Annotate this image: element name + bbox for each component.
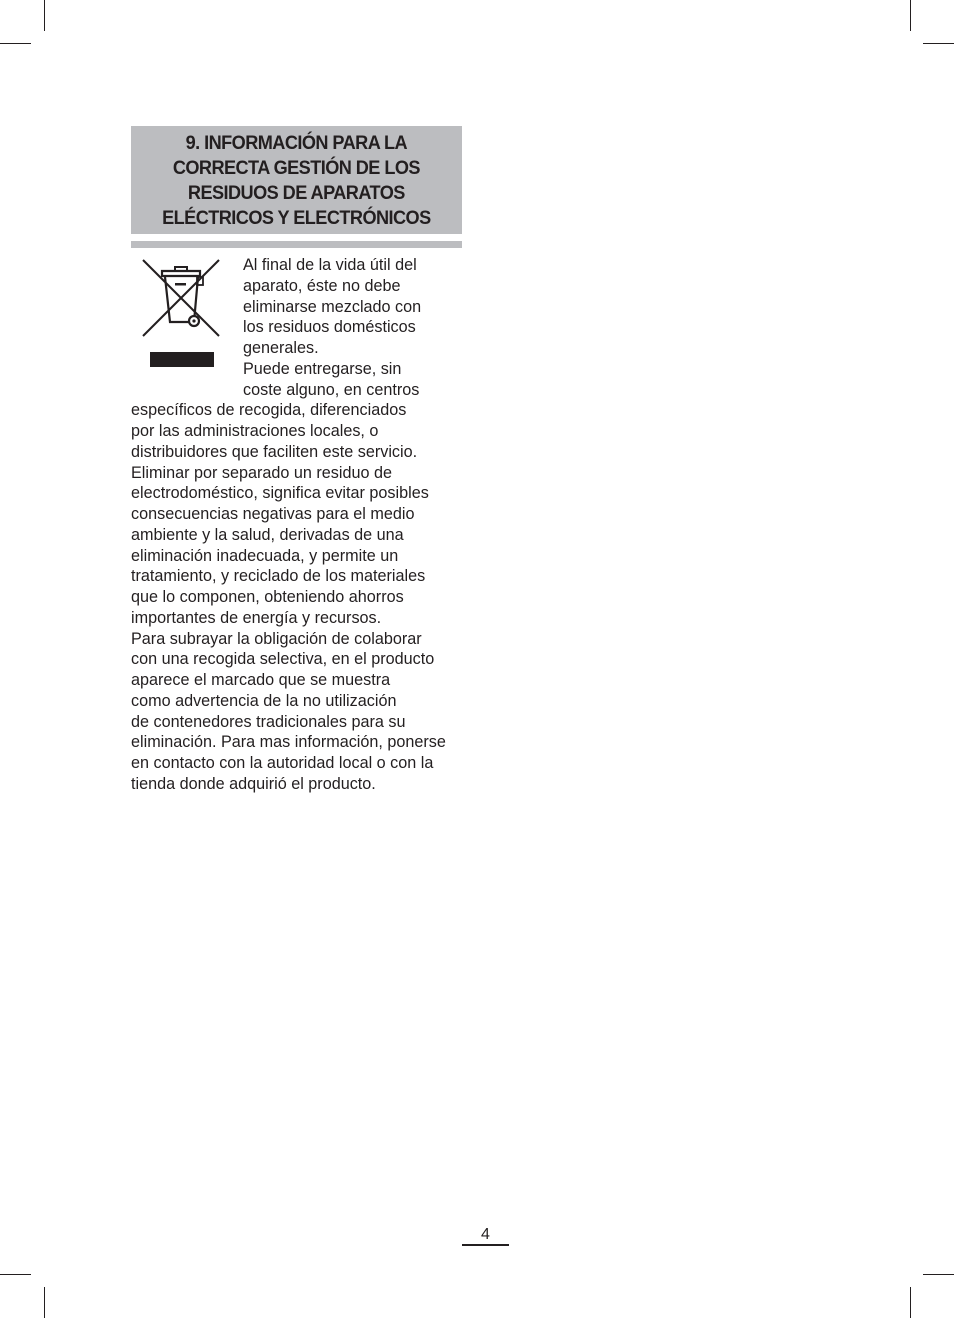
- symbol-container: [131, 255, 243, 387]
- text-line: específicos de recogida, diferenciados: [131, 401, 407, 420]
- page-number-underline: [462, 1244, 509, 1246]
- crop-mark-bottom-right-horizontal: [923, 1274, 954, 1275]
- text-line: como advertencia de la no utilización: [131, 691, 397, 710]
- text-line: aparato, éste no debe: [243, 276, 401, 295]
- heading-line: RESIDUOS DE APARATOS: [188, 182, 405, 204]
- text-line: tienda donde adquirió el producto.: [131, 774, 376, 793]
- text-line: distribuidores que faciliten este servicio.: [131, 442, 418, 461]
- section-heading: [162, 129, 431, 231]
- text-line: ambiente y la salud, derivadas de una: [131, 525, 404, 544]
- crop-mark-top-right-horizontal: [923, 43, 954, 44]
- text-line: con una recogida selectiva, en el producto: [131, 650, 435, 669]
- text-line: generales.: [243, 339, 319, 357]
- text-line: Puede entregarse, sin: [243, 359, 402, 378]
- section-body: [131, 255, 462, 795]
- text-line: en contacto con la autoridad local o con la: [131, 754, 434, 772]
- text-line: de contenedores tradicionales para su: [131, 712, 406, 731]
- heading-line: ELÉCTRICOS Y ELECTRÓNICOS: [162, 207, 431, 229]
- text-line: eliminarse mezclado con: [243, 297, 422, 316]
- crop-mark-top-right-vertical: [910, 0, 911, 31]
- crop-mark-bottom-right-vertical: [910, 1287, 911, 1318]
- crop-mark-bottom-left-horizontal: [0, 1274, 31, 1275]
- text-line: electrodoméstico, significa evitar posibles: [131, 484, 429, 503]
- text-line: aparece el marcado que se muestra: [131, 671, 391, 689]
- text-line: eliminación. Para mas información, ponerse: [131, 733, 446, 752]
- text-line: por las administraciones locales, o: [131, 422, 379, 440]
- page-number: 4: [481, 1226, 490, 1243]
- text-line: Al final de la vida útil del: [243, 256, 417, 274]
- text-line: coste alguno, en centros: [243, 380, 420, 399]
- heading-line: 9. INFORMACIÓN PARA LA: [185, 132, 408, 154]
- weee-section: [131, 126, 462, 795]
- text-line: eliminación inadecuada, y permite un: [131, 546, 399, 565]
- crossed-out-wheelie-bin-icon: [142, 258, 222, 372]
- crop-mark-top-left-vertical: [44, 0, 45, 31]
- text-line: Para subrayar la obligación de colaborar: [131, 629, 422, 648]
- text-line: Eliminar por separado un residuo de: [131, 463, 392, 482]
- text-line: importantes de energía y recursos.: [131, 608, 382, 627]
- text-line: tratamiento, y reciclado de los materiales: [131, 567, 426, 586]
- section-heading-box: [131, 126, 462, 234]
- heading-line: CORRECTA GESTIÓN DE LOS: [172, 157, 421, 179]
- text-line: que lo componen, obteniendo ahorros: [131, 588, 404, 606]
- text-line: consecuencias negativas para el medio: [131, 505, 415, 523]
- crop-mark-bottom-left-vertical: [44, 1287, 45, 1318]
- heading-underline-bar: [131, 241, 462, 248]
- text-line: los residuos domésticos: [243, 318, 416, 337]
- crop-mark-top-left-horizontal: [0, 43, 31, 44]
